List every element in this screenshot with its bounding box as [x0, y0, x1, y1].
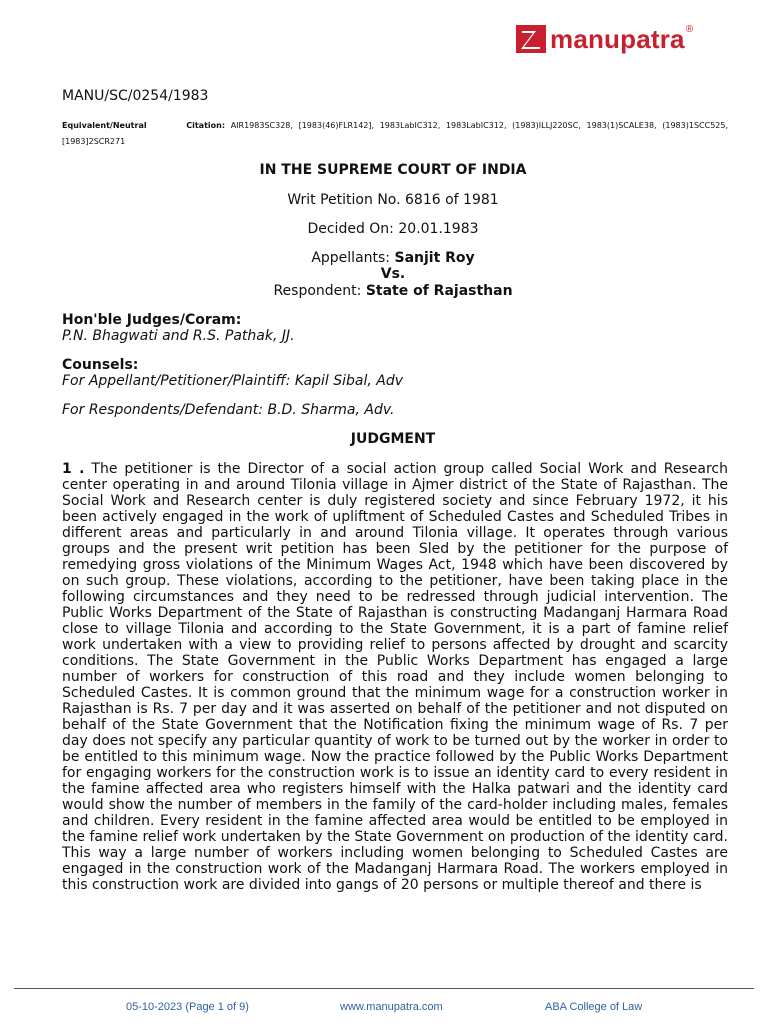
citation-label: Citation:: [186, 121, 226, 130]
registered-mark: ®: [685, 23, 694, 35]
footer-institution: ABA College of Law: [545, 1001, 643, 1013]
appellants-line: [62, 250, 724, 266]
footer-date-page: 05-10-2023 (Page 1 of 9): [126, 1001, 249, 1013]
court-name: IN THE SUPREME COURT OF INDIA: [259, 162, 527, 178]
judges-names: P.N. Bhagwati and R.S. Pathak, JJ.: [62, 328, 295, 344]
respondent-line: [62, 283, 724, 299]
manupatra-logo-icon: [516, 25, 546, 53]
manupatra-logo: [516, 22, 693, 56]
respondent-label: Respondent:: [273, 283, 366, 299]
citation-text: AIR1983SC328, [1983(46)FLR142], 1983LabIC312, 1983LabIC312, (1983)ILLJ220SC, 1983(1)SCALE38, (1983)1SCC525, [1983]2SCR271: [62, 121, 729, 146]
writ-petition: Writ Petition No. 6816 of 1981: [287, 192, 499, 208]
judges-heading: Hon'ble Judges/Coram:: [62, 312, 242, 328]
footer-website-link[interactable]: www.manupatra.com: [340, 1001, 443, 1013]
counsel-respondent: For Respondents/Defendant: B.D. Sharma, Adv.: [62, 402, 395, 418]
citation-block: [62, 118, 728, 150]
respondent-name: State of Rajasthan: [365, 283, 513, 299]
versus: Vs.: [380, 266, 406, 282]
judgment-heading: JUDGMENT: [350, 431, 436, 447]
judgment-paragraph-1: [62, 461, 728, 893]
paragraph-number: 1 .: [62, 461, 85, 477]
counsels-heading: Counsels:: [62, 357, 139, 373]
decided-date: Decided On: 20.01.1983: [307, 221, 479, 237]
citation-label-equivalent: Equivalent/Neutral: [62, 121, 147, 130]
paragraph-text: The petitioner is the Director of a social action group called Social Work and Research center operating in and around Tilonia village in Ajmer district of the State of Rajasthan. The Social Work and Research center is duly registered society and since February 1972, it his been actively engaged in the work of upliftment of Scheduled Castes and Scheduled Tribes in different areas and particularly in and around Tilonia village. It operates through various groups and the present writ petition has been Sled by the petitioner for the purpose of remedying gross violations of the Minimum Wages Act, 1948 which have been discovered by on such group. These violations, according to the petitioner, have been taking place in the following circumstances and they need to be redressed through judicial intervention. The Public Works Department of the State of Rajasthan is constructing Madanganj Harmara Road close to village Tilonia and according to the State Government, it is a part of famine relief work undertaken with a view to providing relief to persons affected by drought and scarcity conditions. The State Government in the Public Works Department has engaged a large number of workers for construction of this road and they include women belonging to Scheduled Castes. It is common ground that the minimum wage for a construction worker in Rajasthan is Rs. 7 per day and it was asserted on behalf of the petitioner and not disputed on behalf of the State Government that the Notification fixing the minimum wage of Rs. 7 per day does not specify any particular quantity of work to be turned out by the worker in order to be entitled to this minimum wage. Now the practice followed by the Public Works Department for engaging workers for the construction work is to issue an identity card to every resident in the famine affected area who registers himself with the Halka patwari and the identity card would show the number of members in the family of the card-holder including males, females and children. Every resident in the famine affected area would be entitled to be employed in the famine relief work undertaken by the State Government on production of the identity card. This way a large number of workers including women belonging to Scheduled Castes are engaged in the construction work of the Madanganj Harmara Road. The workers employed in this construction work are divided into gangs of 20 persons or multiple thereof and there is: [62, 461, 728, 893]
appellants-label: Appellants:: [311, 250, 395, 266]
logo-text: manupatra: [550, 23, 685, 54]
counsel-appellant: For Appellant/Petitioner/Plaintiff: Kapil Sibal, Adv: [62, 373, 404, 389]
document-id: MANU/SC/0254/1983: [62, 88, 209, 104]
appellant-name: Sanjit Roy: [394, 250, 475, 266]
footer-divider: [14, 988, 754, 989]
